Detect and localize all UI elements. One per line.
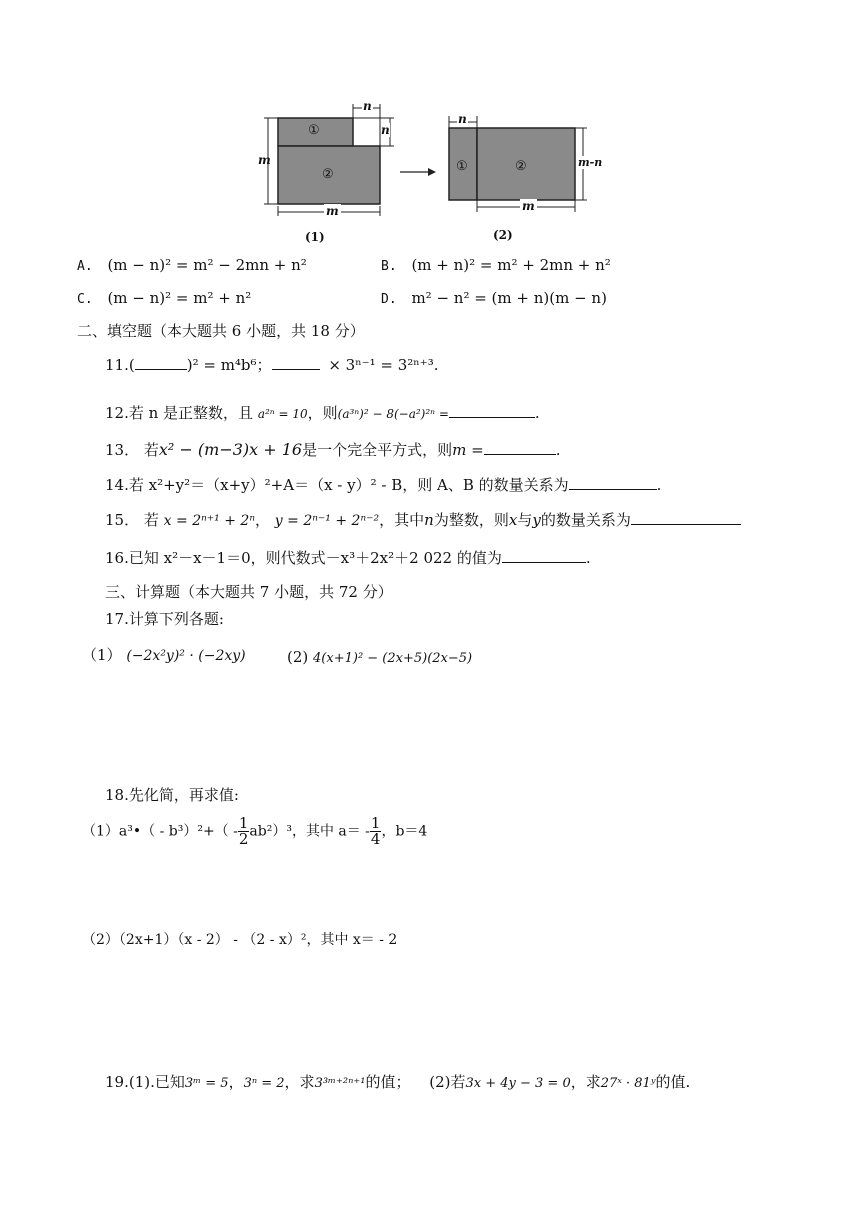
q13-number: 13． — [105, 441, 140, 459]
q19-expr-3: 3³ᵐ⁺²ⁿ⁺¹ — [314, 1076, 366, 1091]
figure1-label-n-top: n — [363, 99, 372, 113]
q15-var-y: y — [532, 511, 541, 529]
q16-text: 已知 x²－x－1＝0，则代数式－x³＋2x²＋2 022 的值为 — [128, 549, 502, 567]
q17-part2-label: (2) — [287, 648, 309, 666]
question-14 — [105, 475, 661, 495]
q15-text-c: 为整数，则 — [433, 511, 509, 529]
q15-blank[interactable] — [631, 510, 741, 525]
question-13 — [105, 440, 560, 460]
q18-frac1-den: 2 — [238, 830, 249, 848]
q11-part1: ( — [128, 356, 135, 374]
option-a-text: (m − n)² = m² − 2mn + n² — [107, 256, 307, 274]
option-d-letter: D. — [381, 292, 397, 307]
q19-part1-b: ，求 — [284, 1073, 315, 1091]
q16-number: 16. — [105, 549, 129, 567]
q15-expr-1: x = 2ⁿ⁺¹ + 2ⁿ — [163, 513, 255, 529]
q18-part1-b: ab²）³，其中 a＝ - — [249, 823, 370, 840]
figure1-label-m-left: m — [258, 153, 271, 167]
q12-text-b: ，则 — [307, 404, 338, 422]
option-b — [381, 255, 611, 277]
area-figure-right — [440, 112, 620, 244]
figure2-caption: (2) — [493, 228, 513, 242]
q15-text-d: 与 — [517, 511, 533, 529]
figure1-empty-square — [353, 118, 380, 146]
question-16 — [105, 548, 591, 568]
q18-fraction-half — [238, 816, 250, 847]
option-c — [77, 288, 251, 310]
q13-text-b: 是一个完全平方式，则 — [302, 441, 453, 459]
q14-number: 14. — [105, 476, 129, 494]
q12-number: 12. — [105, 404, 129, 422]
q19-part1-c: 的值； — [365, 1073, 411, 1091]
figure1-label-region2: ② — [322, 167, 334, 182]
figure1-caption: (1) — [305, 230, 325, 244]
q15-var-n: n — [424, 511, 434, 529]
q11-blank-2[interactable] — [272, 355, 320, 370]
q11-part2: )² = m⁴b⁶； — [186, 356, 272, 374]
section-3-heading: 三、计算题（本大题共 7 小题，共 72 分） — [105, 583, 393, 601]
q15-number: 15． — [105, 511, 140, 529]
q19-number: 19. — [105, 1073, 129, 1091]
q13-end: . — [555, 441, 561, 459]
q15-text-a: 若 — [143, 511, 159, 529]
q13-expr: x² − (m−3)x + 16 — [158, 440, 303, 459]
q15-text-b: ，其中 — [379, 511, 425, 529]
q12-end: . — [534, 404, 540, 422]
figure2-label-region1: ① — [456, 159, 468, 174]
q19-part2-c: 的值. — [655, 1073, 691, 1091]
figure2-label-m-bottom: m — [522, 199, 535, 213]
q19-expr-1: 3ᵐ = 5 — [184, 1076, 229, 1091]
q18-fraction-quarter — [370, 816, 382, 847]
option-d-text: m² − n² = (m + n)(m − n) — [411, 289, 607, 307]
q12-text-a: 若 n 是正整数，且 — [128, 404, 254, 422]
q18-part1-a: （1）a³•（ - b³）²+（ - — [82, 823, 238, 840]
figure1-label-n-right: n — [381, 123, 390, 137]
question-18-part-2: （2）（2x+1）（x - 2） - （2 - x）²，其中 x＝ - 2 — [82, 932, 398, 948]
option-d — [381, 288, 607, 310]
option-a — [77, 255, 307, 277]
question-11 — [105, 355, 438, 375]
q15-expr-2: y = 2ⁿ⁻¹ + 2ⁿ⁻² — [274, 513, 380, 529]
q19-part2-b: ，求 — [570, 1073, 601, 1091]
q17-part1-expr: (−2x²y)² · (−2xy) — [126, 648, 246, 664]
option-c-text: (m − n)² = m² + n² — [107, 289, 252, 307]
question-18-part-1 — [82, 816, 427, 847]
q19-sep: ， — [228, 1073, 244, 1091]
q13-var: m = — [452, 441, 484, 459]
q18-frac2-den: 4 — [370, 830, 381, 848]
option-b-letter: B. — [381, 259, 397, 274]
q19-expr-4: 3x + 4y − 3 = 0 — [465, 1076, 571, 1091]
q12-blank[interactable] — [449, 403, 535, 418]
section-2-heading: 二、填空题（本大题共 6 小题，共 18 分） — [77, 322, 365, 340]
figure1-label-region1: ① — [308, 123, 320, 138]
q14-blank[interactable] — [569, 475, 657, 490]
question-19 — [105, 1072, 690, 1094]
q17-part2-expr: 4(x+1)² − (2x+5)(2x−5) — [313, 651, 473, 666]
question-18-title: 18.先化简，再求值: — [105, 786, 239, 804]
q19-expr-2: 3ⁿ = 2 — [243, 1076, 285, 1091]
question-17-part-1 — [82, 645, 246, 666]
area-figure-left — [258, 100, 408, 248]
q11-blank-1[interactable] — [135, 355, 187, 370]
q18-frac2-num: 1 — [370, 814, 381, 832]
q16-end: . — [585, 549, 591, 567]
q19-expr-5: 27ˣ · 81ʸ — [600, 1076, 656, 1091]
option-c-letter: C. — [77, 292, 93, 307]
q14-text: 若 x²+y²＝（x+y）²+A＝（x - y）² - B，则 A、B 的数量关系为 — [128, 476, 569, 494]
figure1-label-m-bottom: m — [326, 204, 339, 218]
q16-blank[interactable] — [502, 548, 586, 563]
question-15 — [105, 510, 741, 531]
arrow-icon — [400, 164, 436, 183]
question-17-part-2 — [287, 647, 472, 669]
q19-part2-a: (2)若 — [429, 1073, 466, 1091]
option-a-letter: A. — [77, 259, 93, 274]
figure2-label-region2: ② — [515, 159, 527, 174]
q11-number: 11. — [105, 356, 129, 374]
q12-expr-1: a²ⁿ = 10 — [257, 407, 308, 421]
q13-blank[interactable] — [484, 440, 556, 455]
question-12 — [105, 403, 540, 424]
option-b-text: (m + n)² = m² + 2mn + n² — [411, 256, 611, 274]
question-17-title: 17.计算下列各题: — [105, 610, 224, 628]
figure2-label-n-top: n — [458, 112, 467, 126]
figure2-label-mn-right: m-n — [578, 156, 603, 169]
q18-frac1-num: 1 — [238, 814, 249, 832]
q11-part3: × 3ⁿ⁻¹ = 3²ⁿ⁺³. — [328, 356, 439, 374]
q13-text-a: 若 — [143, 441, 159, 459]
q15-text-e: 的数量关系为 — [540, 511, 631, 529]
q18-part1-c: ，b＝4 — [381, 823, 428, 840]
q19-part1-a: (1).已知 — [128, 1073, 185, 1091]
q12-expr-2: (a³ⁿ)² − 8(−a²)²ⁿ = — [337, 407, 449, 421]
q15-sep: ， — [255, 511, 271, 529]
q17-part1-label: （1） — [82, 646, 122, 664]
q14-end: . — [656, 476, 662, 494]
q15-var-x: x — [508, 511, 518, 529]
